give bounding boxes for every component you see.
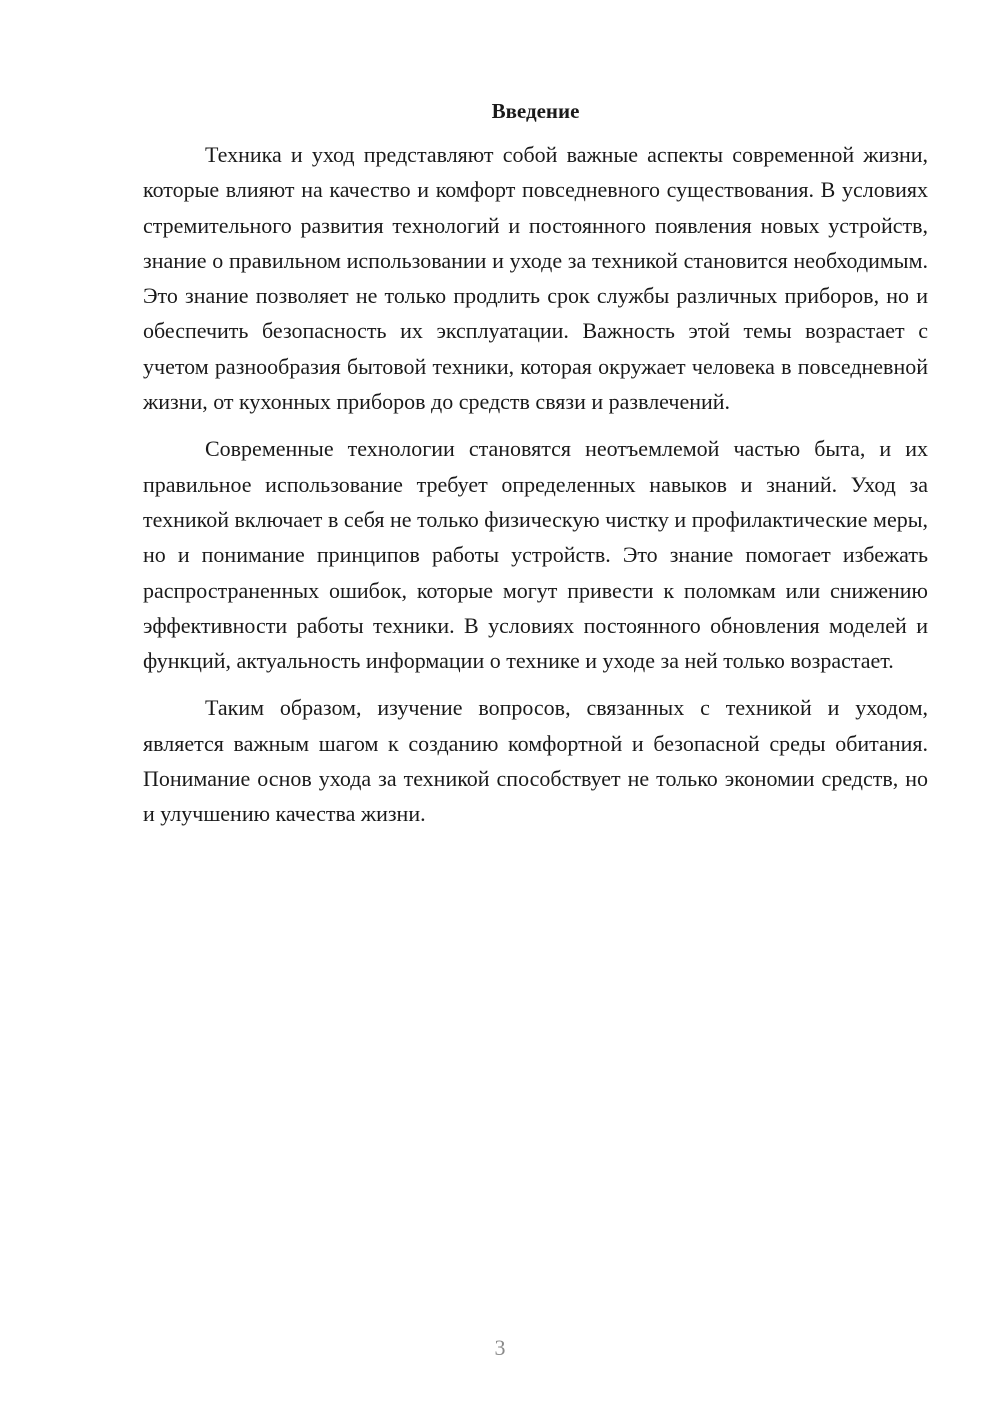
- section-title: Введение: [491, 99, 580, 123]
- paragraph-2: Современные технологии становятся неотъемлемой частью быта, и их правильное использование требует определенных навыков и знаний. Уход за техникой включает в себя не только физическую чистку и профилактические меры, но и понимание принципов работы устройств. Это знание помогает избежать распространенных ошибок, которые могут привести к поломкам или снижению эффективности работы техники. В условиях постоянного обновления моделей и функций, актуальность информации о технике и уходе за ней только возрастает.: [143, 436, 928, 674]
- paragraph-1: Техника и уход представляют собой важные аспекты современной жизни, которые влияют на качество и комфорт повседневного существования. В условиях стремительного развития технологий и постоянного появления новых устройств, знание о правильном использовании и уходе за техникой становится необходимым. Это знание позволяет не только продлить срок службы различных приборов, но и обеспечить безопасность их эксплуатации. Важность этой темы возрастает с учетом разнообразия бытовой техники, которая окружает человека в повседневной жизни, от кухонных приборов до средств связи и развлечений.: [143, 142, 928, 415]
- page-number: 3: [494, 1335, 506, 1360]
- paragraph-3: Таким образом, изучение вопросов, связанных с техникой и уходом, является важным шагом к созданию комфортной и безопасной среды обитания. Понимание основ ухода за техникой способствует не только экономии средств, но и улучшению качества жизни.: [143, 695, 928, 827]
- page-content: [143, 96, 928, 844]
